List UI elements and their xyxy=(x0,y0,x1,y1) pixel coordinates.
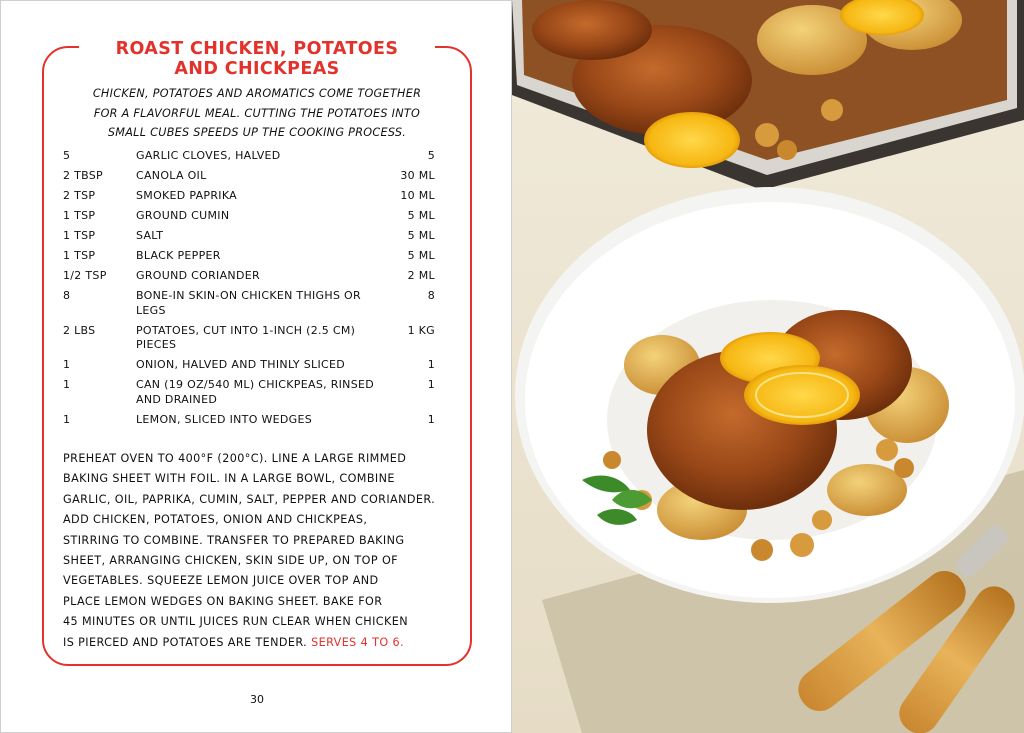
ingredient-name: GARLIC CLOVES, HALVED xyxy=(136,149,281,162)
food-photo-page xyxy=(512,0,1024,733)
ingredient-name: ONION, HALVED AND THINLY SLICED xyxy=(136,358,345,371)
ingredient-row xyxy=(63,289,435,318)
intro-line: CHICKEN, POTATOES AND AROMATICS COME TOGETHER xyxy=(92,87,422,100)
ingredient-name: SMOKED PAPRIKA xyxy=(136,189,237,202)
ingredient-name: BONE-IN SKIN-ON CHICKEN THIGHS OR LEGS xyxy=(136,289,361,317)
ingredient-imperial-amount: 2 TBSP xyxy=(63,169,103,182)
recipe-title xyxy=(79,39,435,79)
method-line: VEGETABLES. SQUEEZE LEMON JUICE OVER TOP AND xyxy=(63,574,379,588)
method-line: GARLIC, OIL, PAPRIKA, CUMIN, SALT, PEPPER AND CORIANDER. xyxy=(63,492,436,506)
ingredient-row xyxy=(63,189,435,204)
ingredient-row xyxy=(63,413,435,428)
ingredient-row xyxy=(63,169,435,184)
ingredient-imperial-amount: 1 TSP xyxy=(63,229,96,242)
ingredient-metric-amount: 1 xyxy=(427,358,435,371)
ingredient-imperial-amount: 1 TSP xyxy=(63,209,96,222)
serves-note: SERVES 4 TO 6. xyxy=(311,635,404,649)
ingredient-name: GROUND CORIANDER xyxy=(136,269,260,282)
recipe-method xyxy=(63,449,443,653)
ingredient-imperial-amount: 5 xyxy=(63,149,71,162)
ingredient-imperial-amount: 8 xyxy=(63,289,71,302)
ingredient-imperial-amount: 1 TSP xyxy=(63,249,96,262)
ingredient-row xyxy=(63,358,435,373)
method-line: PREHEAT OVEN TO 400°F (200°C). LINE A LARGE RIMMED xyxy=(63,452,407,465)
ingredient-name: BLACK PEPPER xyxy=(136,249,221,262)
ingredient-metric-amount: 5 ML xyxy=(407,229,435,242)
ingredient-metric-amount: 5 ML xyxy=(407,249,435,262)
ingredient-metric-amount: 5 ML xyxy=(407,209,435,222)
ingredient-metric-amount: 2 ML xyxy=(407,269,435,282)
ingredient-row xyxy=(63,149,435,164)
ingredient-row xyxy=(63,324,435,353)
recipe-intro xyxy=(59,84,455,143)
method-line xyxy=(63,633,443,653)
ingredient-imperial-amount: 1 xyxy=(63,378,71,391)
intro-line: FOR A FLAVORFUL MEAL. CUTTING THE POTATOES INTO xyxy=(93,106,421,120)
method-line: PLACE LEMON WEDGES ON BAKING SHEET. BAKE FOR xyxy=(63,594,383,608)
ingredient-row xyxy=(63,249,435,264)
intro-line: SMALL CUBES SPEEDS UP THE COOKING PROCESS. xyxy=(107,126,407,139)
ingredient-name: LEMON, SLICED INTO WEDGES xyxy=(136,412,313,426)
method-line: SHEET, ARRANGING CHICKEN, SKIN SIDE UP, ON TOP OF xyxy=(63,554,399,568)
method-line: BAKING SHEET WITH FOIL. IN A LARGE BOWL, COMBINE xyxy=(63,472,395,486)
ingredient-row xyxy=(63,209,435,224)
ingredient-metric-amount: 10 ML xyxy=(400,189,435,202)
roast-chicken-dish-photo xyxy=(512,0,1024,733)
ingredient-metric-amount: 30 ML xyxy=(400,169,435,182)
method-line: 45 MINUTES OR UNTIL JUICES RUN CLEAR WHEN CHICKEN xyxy=(63,615,408,629)
method-line-text: IS PIERCED AND POTATOES ARE TENDER. xyxy=(63,635,308,649)
ingredient-row xyxy=(63,269,435,284)
ingredient-metric-amount: 5 xyxy=(427,149,435,162)
method-line: STIRRING TO COMBINE. TRANSFER TO PREPARED BAKING xyxy=(63,533,405,547)
ingredient-imperial-amount: 2 TSP xyxy=(63,189,96,202)
recipe-title-line: AND CHICKPEAS xyxy=(174,59,340,79)
ingredient-name: CAN (19 OZ/540 ML) CHICKPEAS, RINSED AND DRAINED xyxy=(136,378,375,406)
ingredient-row xyxy=(63,229,435,244)
ingredient-name: SALT xyxy=(136,229,164,242)
recipe-title-line: ROAST CHICKEN, POTATOES xyxy=(115,39,399,59)
ingredient-name: CANOLA OIL xyxy=(136,169,207,182)
page-number: 30 xyxy=(250,693,264,706)
ingredient-imperial-amount: 1 xyxy=(63,358,71,371)
ingredient-imperial-amount: 2 LBS xyxy=(63,323,96,337)
ingredient-metric-amount: 8 xyxy=(427,289,435,302)
ingredient-imperial-amount: 1 xyxy=(63,412,71,426)
ingredient-list xyxy=(63,149,435,433)
ingredient-name: GROUND CUMIN xyxy=(136,209,230,222)
method-line: ADD CHICKEN, POTATOES, ONION AND CHICKPEAS, xyxy=(63,513,368,527)
ingredient-metric-amount: 1 xyxy=(427,412,435,426)
ingredient-name: POTATOES, CUT INTO 1-INCH (2.5 CM) PIECES xyxy=(136,323,356,351)
ingredient-metric-amount: 1 xyxy=(427,378,435,391)
ingredient-row xyxy=(63,378,435,407)
ingredient-metric-amount: 1 KG xyxy=(407,323,435,337)
ingredient-imperial-amount: 1/2 TSP xyxy=(63,269,107,282)
